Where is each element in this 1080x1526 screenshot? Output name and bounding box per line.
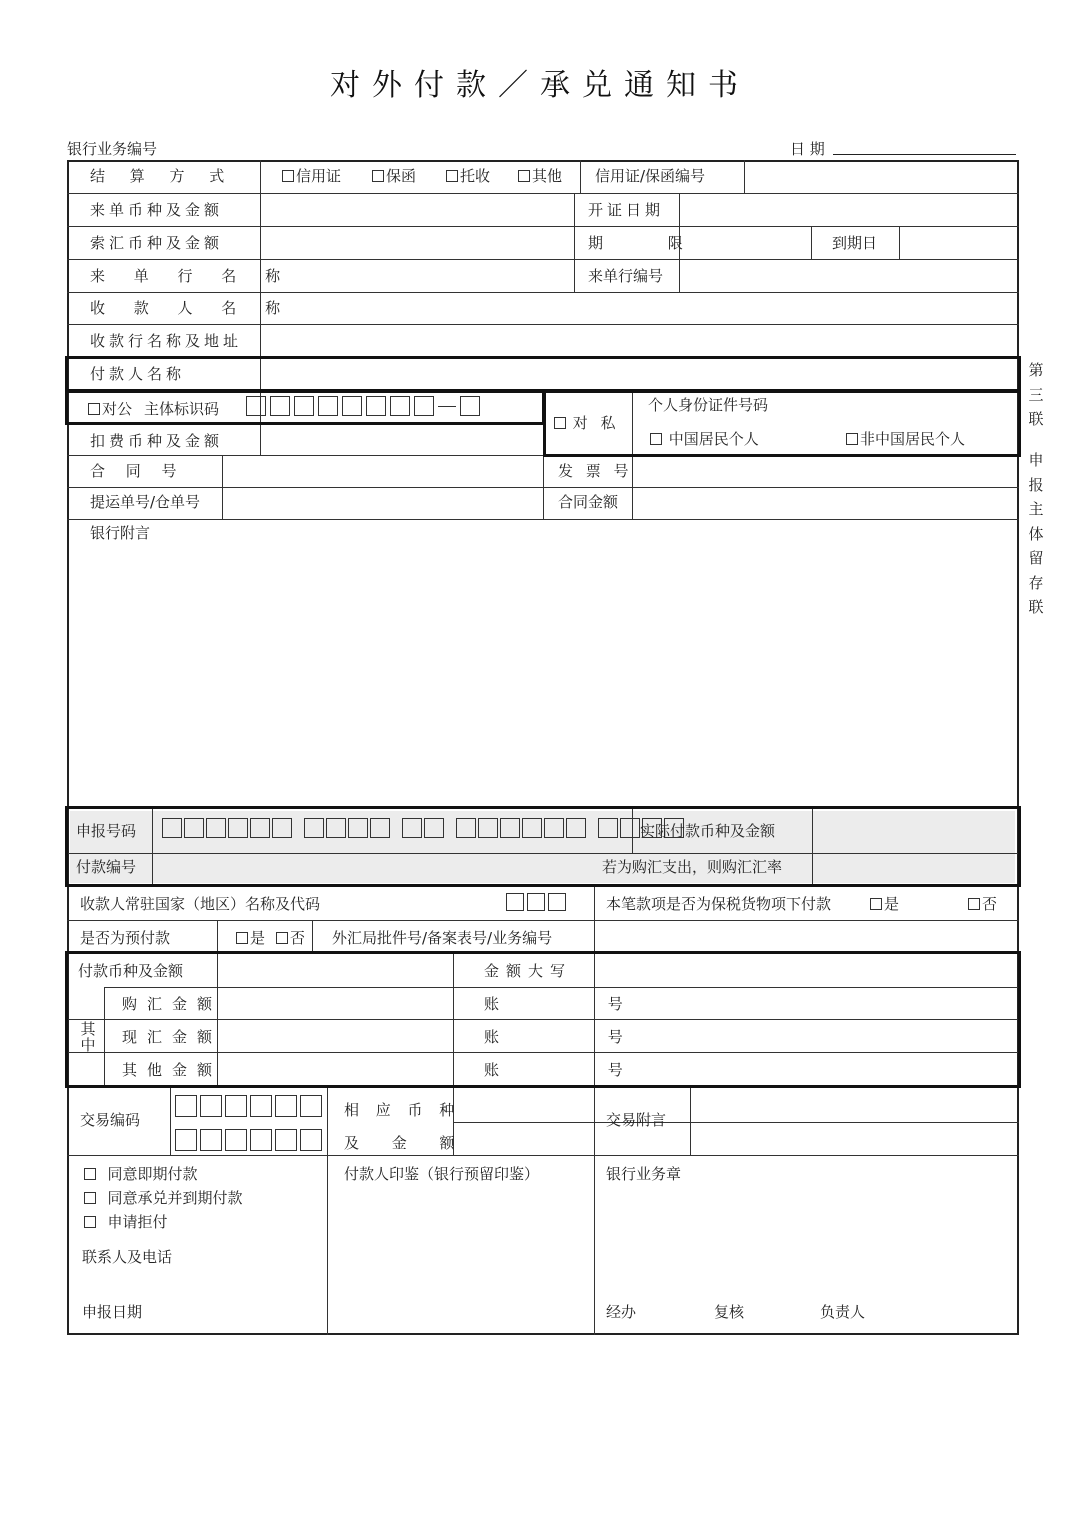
side-purpose-label: 申 报 主 体 留 存 联 — [1028, 451, 1044, 616]
resident-option[interactable]: 中国居民个人 — [650, 430, 759, 448]
date-label: 日 期 — [790, 140, 825, 158]
bonded-no[interactable]: 否 — [968, 895, 997, 913]
handler-label: 经办 — [606, 1303, 637, 1321]
spot-amount-label: 现汇金额 — [122, 1028, 223, 1046]
of-which-label: 其 中 — [80, 1020, 96, 1054]
principal-label: 负责人 — [820, 1303, 866, 1321]
option-other[interactable]: 其他 — [518, 167, 562, 185]
payer-seal-label: 付款人印鉴（银行预留印鉴） — [344, 1165, 540, 1183]
bl-no-label: 提运单号/仓单号 — [90, 493, 201, 511]
guarantee-checkbox[interactable] — [372, 170, 384, 182]
collection-checkbox[interactable] — [446, 170, 458, 182]
declaration-no-label: 申报号码 — [76, 822, 137, 840]
id-no-label: 个人身份证件号码 — [648, 396, 769, 414]
issue-date-label: 开证日期 — [588, 201, 665, 219]
reviewer-label: 复核 — [714, 1303, 745, 1321]
purchase-amount-label: 购汇金额 — [122, 995, 223, 1013]
corporate-option[interactable]: 对公 — [88, 400, 132, 418]
invoice-no-label: 发 票 号 — [558, 462, 633, 480]
lc-checkbox[interactable] — [282, 170, 294, 182]
lc-guarantee-no-label: 信用证/保函编号 — [595, 167, 706, 185]
amount-words-label: 金额大写 — [484, 962, 573, 980]
bank-note-label: 银行附言 — [90, 524, 151, 542]
claim-currency-label: 索汇币种及金额 — [90, 234, 224, 252]
private-option[interactable]: 对 私 — [554, 414, 620, 432]
entity-id-label: 主体标识码 — [144, 400, 220, 418]
maturity-label: 到期日 — [832, 234, 878, 252]
bonded-yes-checkbox[interactable] — [870, 898, 882, 910]
bill-currency-label: 来单币种及金额 — [90, 201, 224, 219]
nonresident-option[interactable]: 非中国居民个人 — [846, 430, 965, 448]
settlement-label: 结 算 方 式 — [90, 167, 235, 185]
declaration-no-boxes[interactable] — [162, 818, 684, 838]
resident-checkbox[interactable] — [650, 433, 662, 445]
txn-code-label: 交易编码 — [80, 1111, 141, 1129]
payee-name-label: 收 款 人 名 称 — [90, 299, 293, 317]
payee-country-label: 收款人常驻国家（地区）名称及代码 — [80, 895, 321, 913]
bank-ref-label: 银行业务编号 — [67, 140, 158, 158]
nonresident-checkbox[interactable] — [846, 433, 858, 445]
bonded-label: 本笔款项是否为保税货物项下付款 — [606, 895, 832, 913]
payment-no-label: 付款编号 — [76, 858, 137, 876]
prepayment-yes-checkbox[interactable] — [236, 932, 248, 944]
declare-date-label: 申报日期 — [82, 1303, 143, 1321]
prepayment-label: 是否为预付款 — [80, 929, 171, 947]
other-checkbox[interactable] — [518, 170, 530, 182]
prepayment-no-checkbox[interactable] — [276, 932, 288, 944]
account-no-label-2: 账 号 — [484, 1028, 675, 1046]
bonded-no-checkbox[interactable] — [968, 898, 980, 910]
payer-name-label: 付款人名称 — [90, 365, 186, 383]
prepayment-no[interactable]: 否 — [276, 929, 305, 947]
side-copy-label: 第 三 联 — [1028, 361, 1044, 428]
payer-name-box — [65, 356, 1021, 392]
agree-immediate-checkbox[interactable] — [84, 1168, 96, 1180]
option-lc[interactable]: 信用证 — [282, 167, 341, 185]
entity-id-boxes[interactable] — [246, 396, 480, 416]
bank-seal-label: 银行业务章 — [606, 1165, 682, 1183]
contract-amount-label: 合同金额 — [558, 493, 619, 511]
account-no-label-1: 账 号 — [484, 995, 675, 1013]
term-label: 期 限 — [588, 234, 713, 252]
corr-currency-label-1: 相 应 币 种 — [344, 1101, 461, 1119]
country-code-boxes[interactable] — [506, 893, 566, 911]
approval-no-label: 外汇局批件号/备案表号/业务编号 — [332, 929, 553, 947]
account-no-label-3: 账 号 — [484, 1061, 675, 1079]
agree-accept-option[interactable]: 同意承兑并到期付款 — [84, 1189, 243, 1207]
apply-refuse-checkbox[interactable] — [84, 1216, 96, 1228]
pay-currency-label: 付款币种及金额 — [78, 962, 184, 980]
corporate-checkbox[interactable] — [88, 403, 100, 415]
payee-bank-label: 收款行名称及地址 — [90, 332, 243, 350]
option-collection[interactable]: 托收 — [446, 167, 490, 185]
option-guarantee[interactable]: 保函 — [372, 167, 416, 185]
private-checkbox[interactable] — [554, 417, 566, 429]
fee-currency-label: 扣费币种及金额 — [90, 432, 224, 450]
corr-currency-label-2: 及 金 额 — [344, 1134, 469, 1152]
txn-note-label: 交易附言 — [606, 1111, 667, 1129]
txn-code-boxes-1[interactable] — [175, 1095, 322, 1117]
sending-bank-label: 来 单 行 名 称 — [90, 267, 293, 285]
sending-bank-no-label: 来单行编号 — [588, 267, 664, 285]
other-amount-label: 其他金额 — [122, 1061, 223, 1079]
bonded-yes[interactable]: 是 — [870, 895, 899, 913]
txn-code-boxes-2[interactable] — [175, 1129, 322, 1151]
actual-payment-label: 实际付款币种及金额 — [640, 822, 776, 840]
agree-immediate-option[interactable]: 同意即期付款 — [84, 1165, 198, 1183]
prepayment-yes[interactable]: 是 — [236, 929, 265, 947]
agree-accept-checkbox[interactable] — [84, 1192, 96, 1204]
bank-note-field[interactable] — [72, 545, 1012, 800]
contract-no-label: 合 同 号 — [90, 462, 185, 480]
purchase-rate-label: 若为购汇支出，则购汇汇率 — [602, 858, 783, 876]
form-title: 对外付款／承兑通知书 — [330, 68, 750, 103]
date-field[interactable] — [833, 154, 1016, 155]
contact-label: 联系人及电话 — [82, 1248, 173, 1266]
apply-refuse-option[interactable]: 申请拒付 — [84, 1213, 168, 1231]
